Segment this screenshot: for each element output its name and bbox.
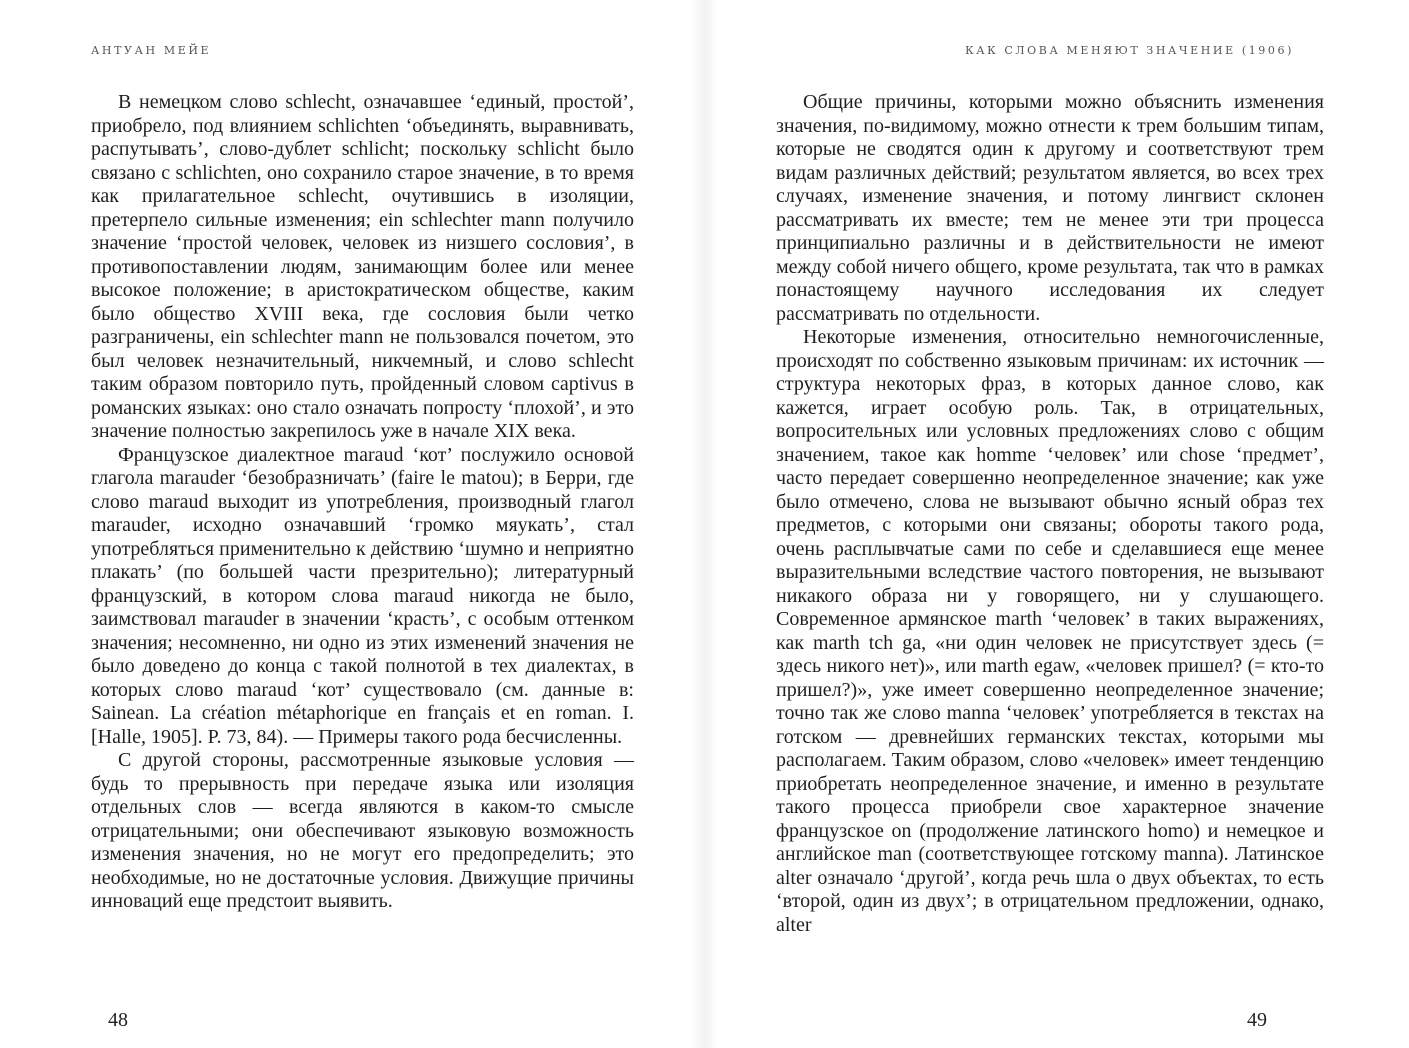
- paragraph: С другой стороны, рассмотренные языковые условия — будь то прерывность при передаче языка или изоляция отдельных слов — всегда являются в каком-то смысле отрицательными; они обеспечивают языковую возможность изменения значения, но не могут его предопределить; это необходимые, но не достаточные условия. Движущие причины инноваций еще предстоит выявить.: [91, 749, 634, 912]
- page-number: 49: [1247, 1009, 1267, 1031]
- running-head-title: КАК СЛОВА МЕНЯЮТ ЗНАЧЕНИЕ (1906): [965, 44, 1294, 57]
- left-page-text: [91, 91, 634, 914]
- left-page: [0, 0, 704, 1048]
- paragraph: Французское диалектное maraud ‘кот’ послужило основой глагола marauder ‘безобразничать’ (faire le matou); в Берри, где слово maraud выходит из употребления, производный глагол marauder, исходно означавший ‘громко мяукать’, стал употребляться применительно к действию ‘шумно и неприятно плакать’ (по большей части презрительно); литературный французский, в котором слова maraud никогда не было, заимствовал marauder в значении ‘красть’, с особым оттенком значения; несомненно, ни одно из этих изменений значения не было доведено до конца с такой полнотой в тех диалектах, в которых слово maraud ‘кот’ существовало (см. данные в: Sainean. La création métaphorique en français et en roman. I. [Halle, 1905]. P. 73, 84). — Примеры такого рода бесчисленны.: [91, 443, 634, 748]
- right-page: [704, 0, 1409, 1048]
- page-number: 48: [108, 1009, 128, 1031]
- right-page-text: [776, 91, 1324, 937]
- paragraph: Некоторые изменения, относительно немногочисленные, происходят по собственно языковым причинам: их источник — структура некоторых фраз, в которых данное слово, как кажется, играет особую роль. Так, в отрицательных, вопросительных или условных предложениях слово с общим значением, такое как homme ‘человек’ или chose ‘предмет’, часто передает совершенно неопределенное значение; как уже было отмечено, слова не вызывают обычно ясный образ тех предметов, с которыми они связаны; обороты такого рода, очень расплывчатые сами по себе и сделавшиеся еще менее выразительными вследствие частого повторения, не вызывают никакого образа ни у говорящего, ни у слушающего. Современное армянское marth ‘человек’ в таких выражениях, как marth tch ga, «ни один человек не присутствует здесь (= здесь никого нет)», или marth egaw, «человек пришел? (= кто-то пришел?)», уже имеет совершенно неопределенное значение; точно так же слово manna ‘человек’ употребляется в текстах на готском — древнейших германских текстах, которыми мы располагаем. Таким образом, слово «человек» имеет тенденцию приобретать неопределенное значение, и именно в результате такого процесса приобрели свое характерное значение французское on (продолжение латинского homo) и немецкое и английское man (соответствующее готскому manna). Латинское alter означало ‘другой’, когда речь шла о двух объектах, то есть ‘второй, один из двух’; в отрицательном предложении, однако, alter: [776, 326, 1324, 936]
- paragraph: В немецком слово schlecht, означавшее ‘единый, простой’, приобрело, под влиянием schlichten ‘объединять, выравнивать, распутывать’, слово-дублет schlicht; поскольку schlicht было связано с schlichten, оно сохранило старое значение, в то время как прилагательное schlecht, очутившись в изоляции, претерпело сильные изменения; ein schlechter mann получило значение ‘простой человек, человек из низшего сословия’, в противопоставлении людям, занимающим более или менее высокое положение; в аристократическом обществе, каким было общество XVIII века, где сословия были четко разграничены, ein schlechter mann не пользовался почетом, это был человек незначительный, никчемный, и слово schlecht таким образом повторило путь, пройденный словом captivus в романских языках: оно стало означать попросту ‘плохой’, и это значение полностью закрепилось уже в начале XIX века.: [91, 91, 634, 442]
- running-head-author: АНТУАН МЕЙЕ: [91, 44, 212, 57]
- paragraph: Общие причины, которыми можно объяснить изменения значения, по-видимому, можно отнести к трем большим типам, которые не сводятся один к другому и соответствуют трем видам различных действий; результатом является, во всех трех случаях, изменение значения, и потому лингвист склонен рассматривать их вместе; тем не менее эти три процесса принципиально различны и в действительности не имеют между собой ничего общего, кроме результата, так что в рамках понастоящему научного исследования их следует рассматривать по отдельности.: [776, 91, 1324, 325]
- book-gutter: [690, 0, 718, 1048]
